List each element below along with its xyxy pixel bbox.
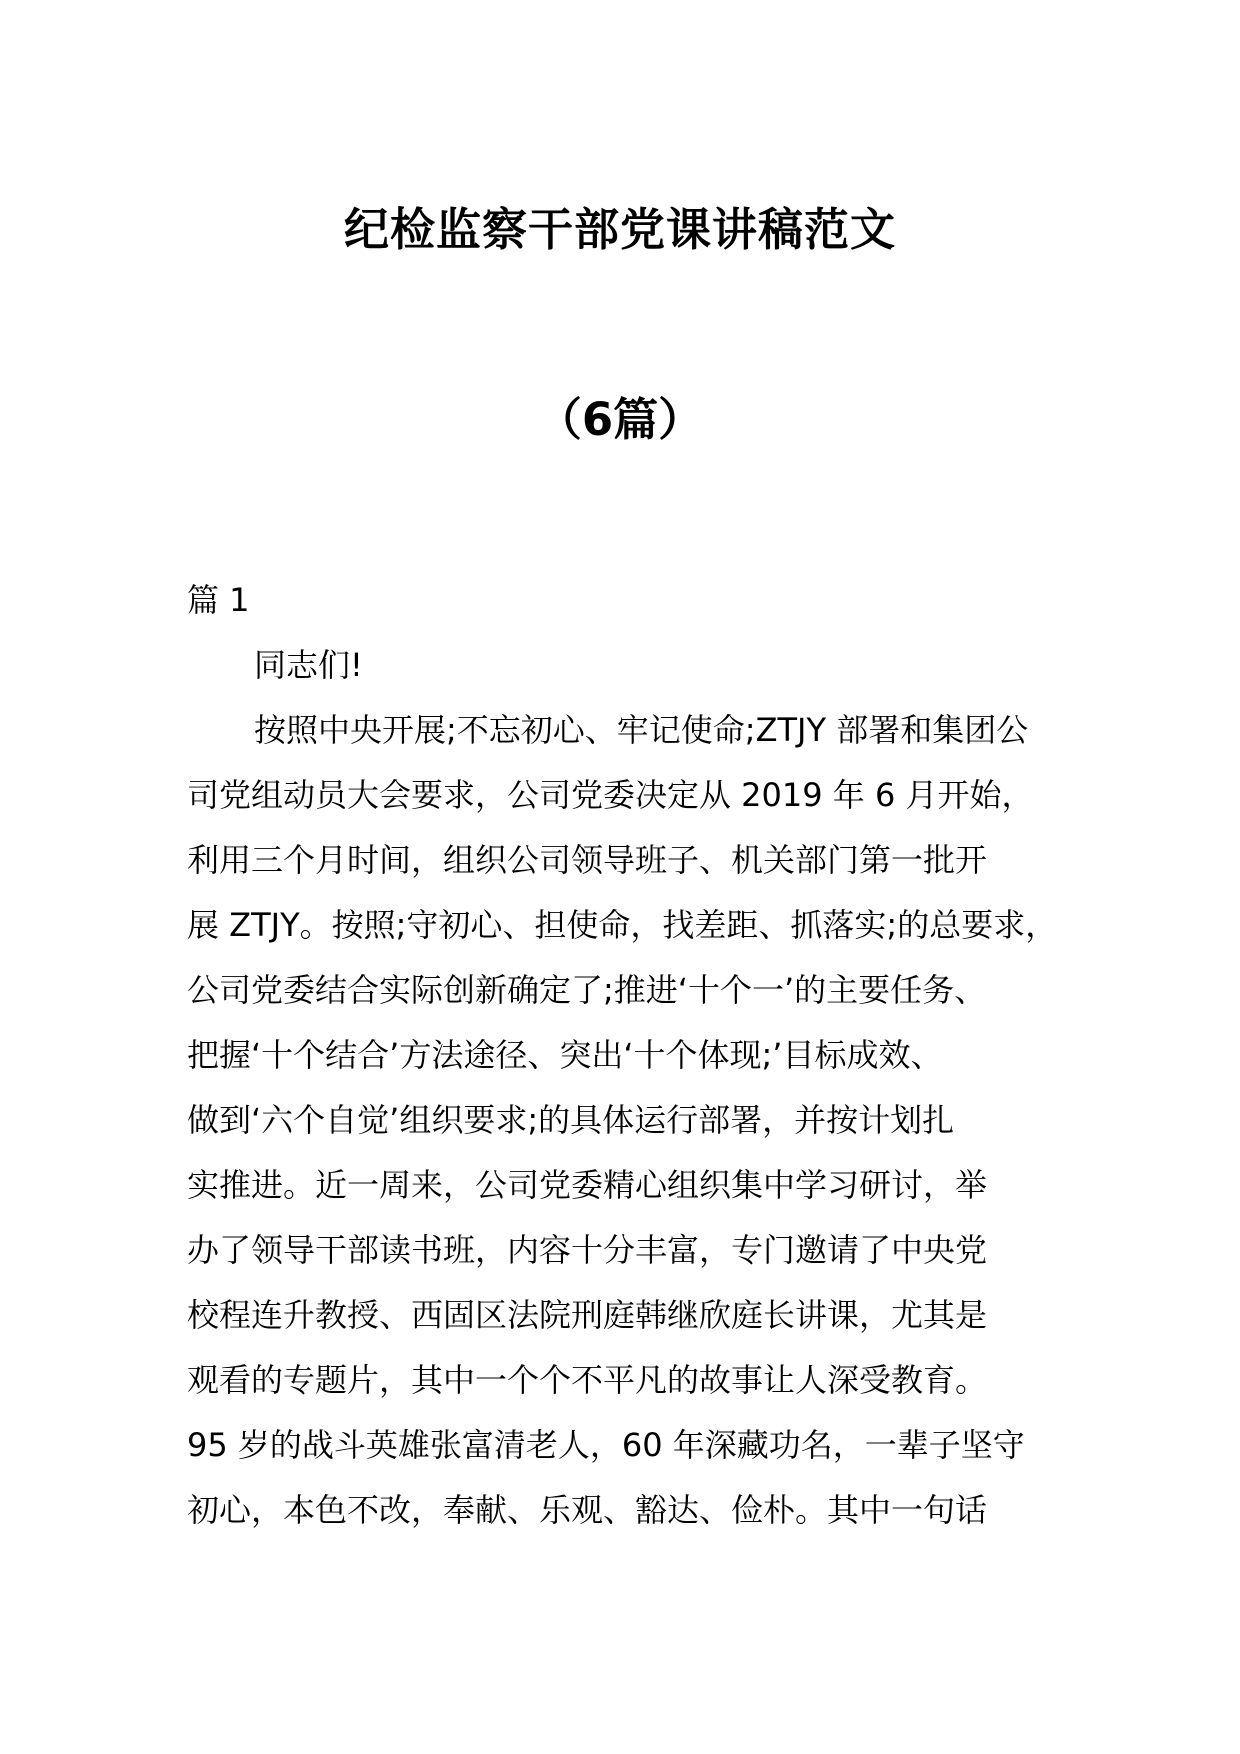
body-line: 初心，本色不改，奉献、乐观、豁达、俭朴。其中一句话 bbox=[187, 1491, 988, 1529]
body-line: 公司党委结合实际创新确定了;推进‘十个一’的主要任务、 bbox=[187, 971, 987, 1009]
body-line: 司党组动员大会要求，公司党委决定从 2019 年 6 月开始， bbox=[187, 776, 1034, 814]
body-text bbox=[187, 708, 1087, 1553]
greeting-line: 同志们! bbox=[254, 646, 363, 684]
document-title: 纪检监察干部党课讲稿范文 bbox=[343, 203, 896, 256]
body-line: 做到‘六个自觉’组织要求;的具体运行部署，并按计划扎 bbox=[187, 1101, 955, 1139]
body-line: 办了领导干部读书班，内容十分丰富，专门邀请了中央党 bbox=[187, 1231, 988, 1269]
body-line: 观看的专题片，其中一个个不平凡的故事让人深受教育。 bbox=[187, 1361, 988, 1399]
body-line: 把握‘十个结合’方法途径、突出‘十个体现;’目标成效、 bbox=[187, 1036, 943, 1074]
document-subtitle: （6篇） bbox=[536, 393, 704, 446]
section-label: 篇 1 bbox=[187, 581, 250, 619]
body-line: 校程连升教授、西固区法院刑庭韩继欣庭长讲课，尤其是 bbox=[187, 1296, 988, 1334]
body-line: 展 ZTJY。按照;守初心、担使命，找差距、抓落实;的总要求， bbox=[187, 906, 1058, 944]
body-line: 利用三个月时间，组织公司领导班子、机关部门第一批开 bbox=[187, 841, 988, 879]
body-line: 按照中央开展;不忘初心、牢记使命;ZTJY 部署和集团公 bbox=[254, 711, 1029, 749]
body-line: 95 岁的战斗英雄张富清老人，60 年深藏功名，一辈子坚守 bbox=[187, 1426, 1025, 1464]
body-line: 实推进。近一周来，公司党委精心组织集中学习研讨，举 bbox=[187, 1166, 988, 1204]
